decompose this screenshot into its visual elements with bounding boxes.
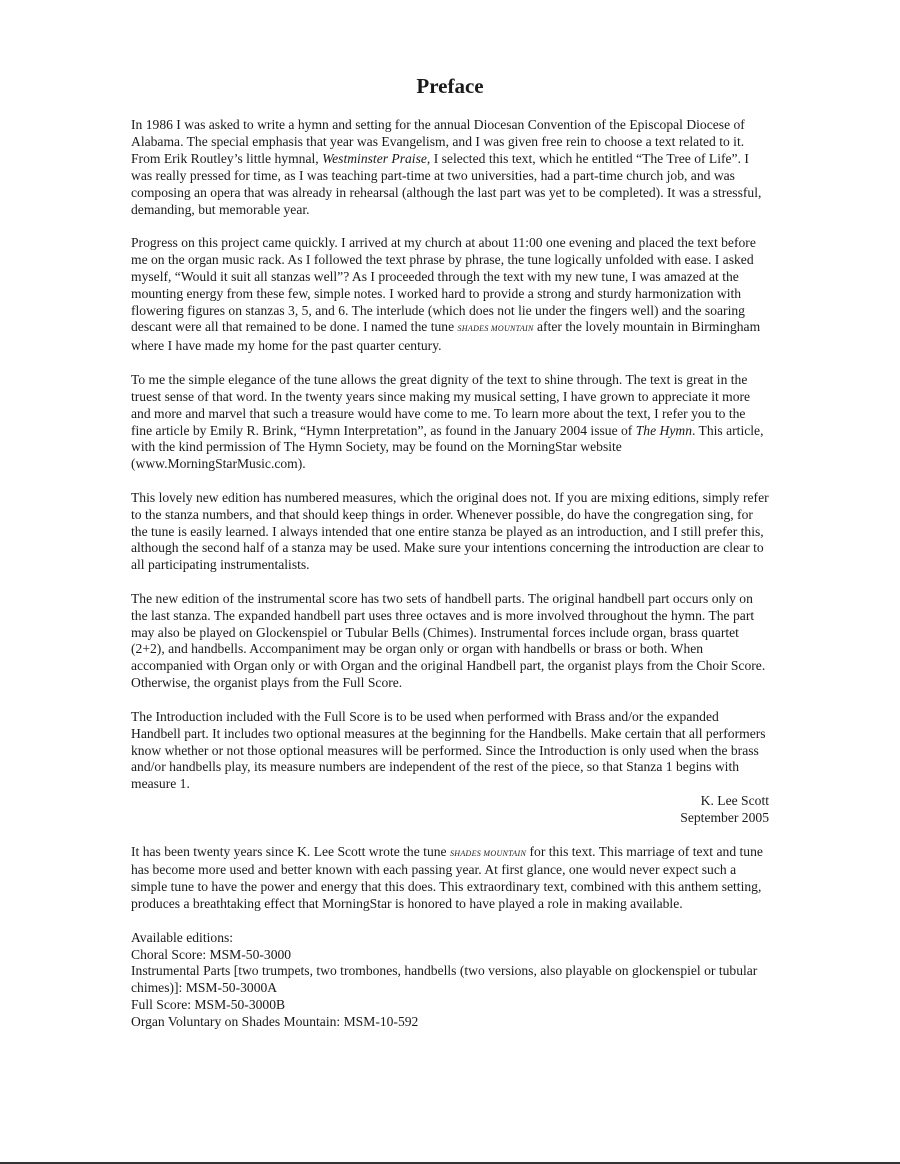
paragraph-text: It has been twenty years since K. Lee Scott wrote the tune xyxy=(131,843,450,859)
paragraph-text: , I selected this text, which he entitled “The Tree of Life”. I was really pressed for time, as I was teaching part-time at two universities, had a part-time church job, and was composing an opera that was already in rehearsal (although the last part was yet to be completed). It was a stressful, demanding, but memorable year. xyxy=(131,150,762,217)
paragraph-text: for this text. This marriage of text and tune has become more used and better known with each passing year. At first glance, one would never expect such a simple tune to have the power and energy that this does. This extraordinary text, combined with this anthem setting, produces a breathtaking effect that MorningStar is honored to have played a role in making available. xyxy=(131,843,763,912)
paragraph-text: To me the simple elegance of the tune allows the great dignity of the text to shine through. The text is great in the truest sense of that word. In the twenty years since making my musical setting, I have grown to appreciate it more and more and marvel that such a treasure would have come to me. To learn more about the text, I refer you to the fine article by Emily R. Brink, “Hymn Interpretation”, as found in the January 2004 issue of xyxy=(131,371,751,438)
paragraph-text: . This article, with the kind permission of The Hymn Society, may be found on the MorningStar website (www.MorningStarMusic.com). xyxy=(131,422,764,472)
tune-name: SHADES MOUNTAIN xyxy=(457,324,534,334)
paragraph-text: Progress on this project came quickly. I arrived at my church at about 11:00 one evening and placed the text before me on the organ music rack. As I followed the text phrase by phrase, the tune logically unfolded with ease. I asked myself, “Would it suit all stanzas well”? As I proceeded through the text with my new tune, I was amazed at the mounting energy from these few, simple notes. I worked hard to provide a strong and sturdy harmonization with flowering figures on stanzas 3, 5, and 6. The interlude (which does not lie under the fingers well) and the soaring descant were all that remained to be done. I named the tune xyxy=(131,234,756,335)
page-title: Preface xyxy=(416,74,484,98)
paragraph-composition xyxy=(131,235,769,355)
editions-list xyxy=(131,930,769,1031)
editions-heading: Available editions: xyxy=(131,929,234,945)
signature-date: September 2005 xyxy=(680,810,769,826)
journal-title: The Hymn xyxy=(635,422,692,438)
paragraph-publisher-note xyxy=(131,844,769,914)
tune-name: SHADES MOUNTAIN xyxy=(449,848,527,858)
paragraph-text: after the lovely mountain in Birmingham where I have made my home for the past quarter century. xyxy=(131,319,761,354)
edition-item: Full Score: MSM-50-3000B xyxy=(131,997,286,1013)
edition-item: Instrumental Parts [two trumpets, two trombones, handbells (two versions, also playable on glockenspiel or tubular chimes)]: MSM-50-3000A xyxy=(131,963,758,996)
paragraph-handbells: The new edition of the instrumental score has two sets of handbell parts. The original handbell part occurs only on the last stanza. The expanded handbell part uses three octaves and is more involved throughout the hymn. The part may also be played on Glockenspiel or Tubular Bells (Chimes). Instrumental forces include organ, brass quartet (2+2), and handbells. Accompaniment may be organ only or organ with handbells or brass or both. When accompanied with Organ only or with Organ and the original Handbell part, the organist plays from the Choir Score. Otherwise, the organist plays from the Full Score. xyxy=(131,590,766,691)
signature-block xyxy=(131,793,769,827)
paragraph-introduction: The Introduction included with the Full Score is to be used when performed with Brass and/or the expanded Handbell part. It includes two optional measures at the beginning for the Handbells. Make certain that all performers know whether or not those optional measures will be performed. Since the Introduction is only used when the brass and/or handbells play, its measure numbers are independent of the rest of the piece, so that Stanza 1 begins with measure 1. xyxy=(131,708,766,792)
preface-body xyxy=(131,117,769,1031)
book-title: Westminster Praise xyxy=(322,150,427,166)
paragraph-text: In 1986 I was asked to write a hymn and setting for the annual Diocesan Convention of the Episcopal Diocese of Alabama. The special emphasis that year was Evangelism, and I was given free rein to choose a text related to it. From Erik Routley’s little hymnal, xyxy=(131,117,745,166)
paragraph-new-edition: This lovely new edition has numbered measures, which the original does not. If you are mixing editions, simply refer to the stanza numbers, and that should keep things in order. Whenever possible, do have the congregation sing, for the tune is easily learned. I always intended that one entire stanza be played as an introduction, and I still prefer this, although the second half of a stanza may be used. Make sure your intentions concerning the introduction are clear to all participating instrumentalists. xyxy=(131,489,769,573)
edition-item: Organ Voluntary on Shades Mountain: MSM-10-592 xyxy=(131,1014,419,1030)
paragraph-text-appreciation xyxy=(131,372,769,473)
edition-item: Choral Score: MSM-50-3000 xyxy=(131,946,292,962)
paragraph-origin xyxy=(131,117,769,218)
signature-name: K. Lee Scott xyxy=(700,793,769,809)
